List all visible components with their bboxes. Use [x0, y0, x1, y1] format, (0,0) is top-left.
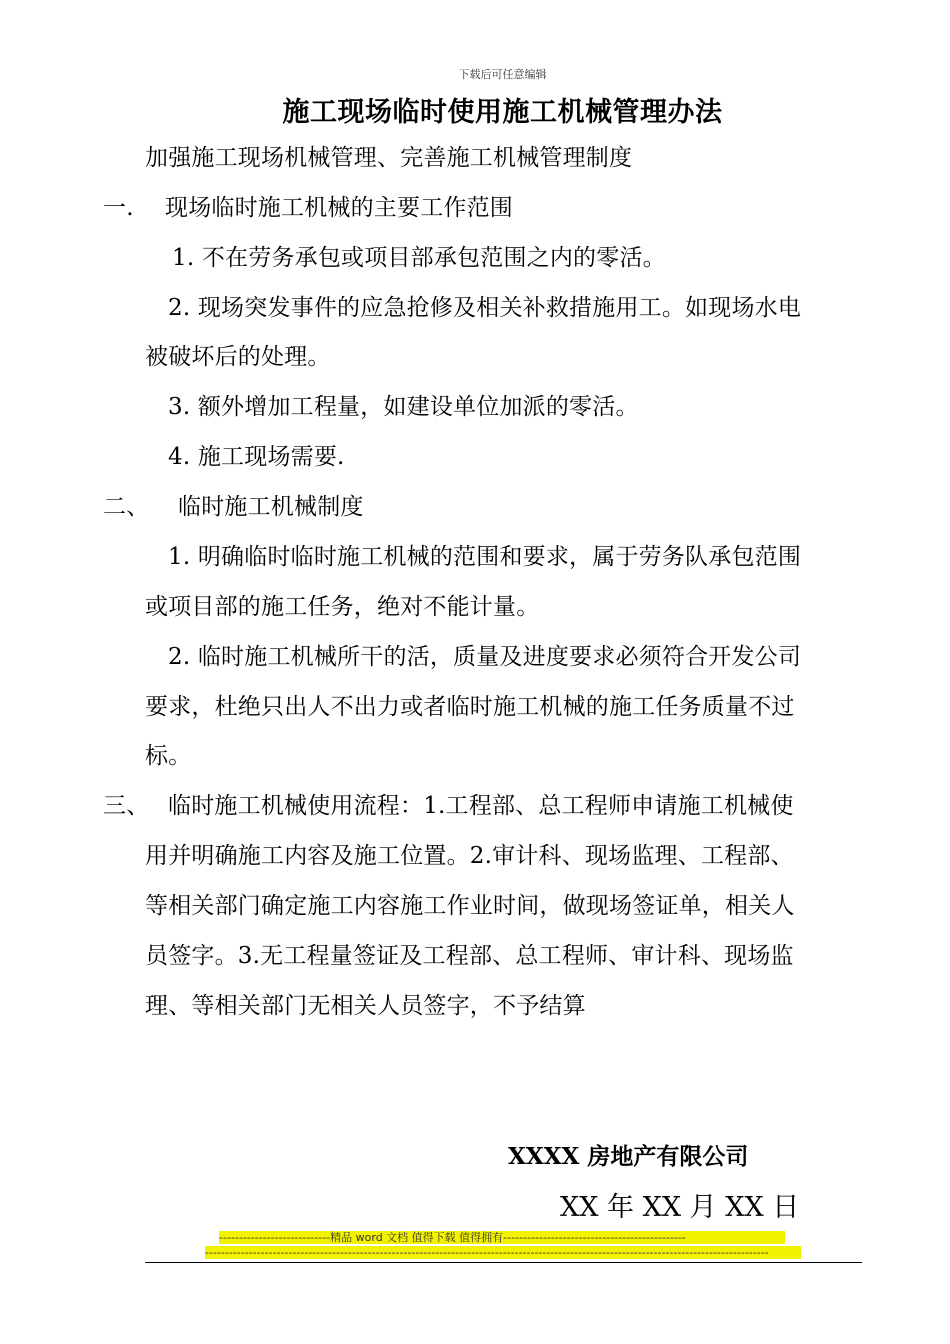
footer-divider	[145, 1262, 862, 1263]
footer-banner-line-1: ----------------------------精品 word 文档 值得下载 值得拥有----------------------------------------------	[219, 1231, 785, 1244]
section-1-item-2: 2. 现场突发事件的应急抢修及相关补救措施用工。如现场水电	[168, 295, 802, 321]
header-note: 下载后可任意编辑	[458, 68, 547, 81]
section-3-line-2: 用并明确施工内容及施工位置。2.审计科、现场监理、工程部、	[145, 843, 794, 869]
section-3-heading: 临时施工机械使用流程：1.工程部、总工程师申请施工机械使	[168, 793, 794, 819]
section-1-item-2-cont: 被破坏后的处理。	[145, 344, 331, 370]
section-2-number: 二、	[103, 494, 150, 520]
section-3-line-3: 等相关部门确定施工内容施工作业时间，做现场签证单，相关人	[145, 893, 795, 919]
section-2-item-2: 2. 临时施工机械所干的活，质量及进度要求必须符合开发公司	[168, 644, 802, 670]
signature-date: XX 年 XX 月 XX 日	[560, 1192, 800, 1223]
section-3-number: 三、	[103, 793, 150, 819]
section-1-item-4: 4. 施工现场需要.	[168, 444, 345, 470]
section-1-item-1: 1. 不在劳务承包或项目部承包范围之内的零活。	[172, 245, 666, 271]
section-2-item-1-cont: 或项目部的施工任务，绝对不能计量。	[145, 594, 540, 620]
section-2-item-2-cont: 要求，杜绝只出人不出力或者临时施工机械的施工任务质量不过	[145, 694, 795, 720]
section-2-item-1: 1. 明确临时临时施工机械的范围和要求，属于劳务队承包范围	[168, 544, 802, 570]
section-2-heading: 临时施工机械制度	[178, 494, 364, 520]
section-3-line-4: 员签字。3.无工程量签证及工程部、总工程师、审计科、现场监	[145, 943, 794, 969]
footer-banner-line-2: ----------------------------------------------------------------------------------------------------------------------------------------------	[205, 1246, 801, 1259]
section-1-number: 一.	[103, 195, 134, 221]
section-2-item-2-end: 标。	[145, 743, 192, 769]
company-name: XXXX 房地产有限公司	[508, 1143, 749, 1170]
document-title: 施工现场临时使用施工机械管理办法	[282, 97, 723, 128]
intro-text: 加强施工现场机械管理、完善施工机械管理制度	[145, 145, 633, 171]
section-1-item-3: 3. 额外增加工程量，如建设单位加派的零活。	[168, 394, 639, 420]
section-3-line-5: 理、等相关部门无相关人员签字，不予结算	[145, 993, 586, 1019]
section-1-heading: 现场临时施工机械的主要工作范围	[165, 195, 513, 221]
